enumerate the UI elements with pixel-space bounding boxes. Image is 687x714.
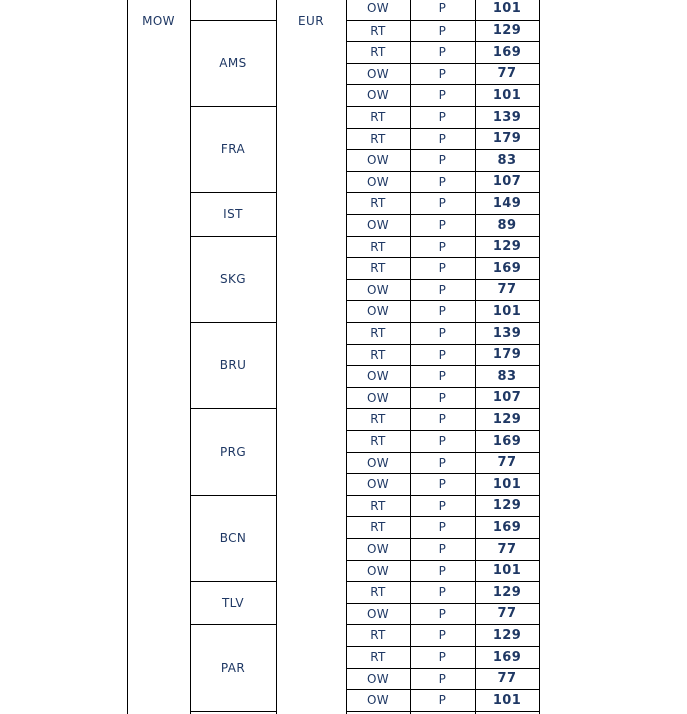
price-cell: 107 bbox=[492, 390, 522, 405]
price-cell: 77 bbox=[497, 66, 517, 81]
column-divider bbox=[127, 0, 128, 714]
class-cell: P bbox=[438, 628, 447, 642]
class-cell: P bbox=[438, 390, 447, 405]
trip-cell: RT bbox=[370, 347, 386, 362]
class-cell: P bbox=[438, 455, 447, 470]
class-cell: P bbox=[438, 606, 447, 621]
price-cell: 139 bbox=[492, 325, 522, 341]
price-cell: 129 bbox=[492, 239, 522, 254]
class-cell: P bbox=[438, 434, 447, 448]
price-cell: 83 bbox=[497, 152, 517, 168]
price-cell: 169 bbox=[492, 649, 522, 665]
class-cell: P bbox=[438, 304, 447, 318]
trip-cell: RT bbox=[370, 434, 386, 448]
class-cell: P bbox=[438, 153, 447, 167]
price-cell: 101 bbox=[492, 303, 522, 319]
trip-cell: OW bbox=[366, 153, 390, 167]
destination-cell: BRU bbox=[219, 358, 247, 372]
price-cell: 101 bbox=[492, 0, 522, 16]
trip-cell: RT bbox=[370, 261, 386, 275]
class-cell: P bbox=[438, 131, 447, 146]
trip-cell: OW bbox=[366, 1, 390, 16]
class-cell: P bbox=[438, 369, 447, 383]
price-cell: 179 bbox=[492, 347, 522, 362]
class-cell: P bbox=[438, 520, 447, 534]
class-cell: P bbox=[438, 282, 447, 297]
trip-cell: OW bbox=[366, 390, 390, 405]
price-cell: 179 bbox=[492, 131, 522, 146]
class-cell: P bbox=[438, 1, 447, 16]
class-cell: P bbox=[438, 23, 447, 38]
trip-cell: OW bbox=[366, 304, 390, 318]
class-cell: P bbox=[438, 693, 447, 707]
price-cell: 101 bbox=[492, 563, 522, 578]
class-cell: P bbox=[438, 671, 447, 686]
class-cell: P bbox=[438, 196, 447, 210]
price-cell: 77 bbox=[497, 671, 517, 686]
price-cell: 89 bbox=[497, 217, 517, 233]
trip-cell: OW bbox=[366, 563, 390, 578]
row-divider bbox=[190, 711, 277, 712]
trip-cell: RT bbox=[370, 326, 386, 340]
row-divider bbox=[346, 711, 540, 712]
class-cell: P bbox=[438, 412, 447, 426]
trip-cell: OW bbox=[366, 671, 390, 686]
trip-cell: RT bbox=[370, 412, 386, 426]
price-cell: 149 bbox=[492, 195, 522, 211]
class-cell: P bbox=[438, 66, 447, 81]
class-cell: P bbox=[438, 110, 447, 124]
price-cell: 77 bbox=[497, 606, 517, 621]
class-cell: P bbox=[438, 498, 447, 513]
class-cell: P bbox=[438, 88, 447, 102]
destination-cell: FRA bbox=[220, 142, 246, 156]
class-cell: P bbox=[438, 45, 447, 59]
destination-cell: PAR bbox=[220, 660, 246, 675]
class-cell: P bbox=[438, 347, 447, 362]
trip-cell: OW bbox=[366, 88, 390, 102]
destination-cell: TLV bbox=[221, 595, 245, 610]
class-cell: P bbox=[438, 239, 447, 254]
class-cell: P bbox=[438, 585, 447, 599]
price-cell: 169 bbox=[492, 433, 522, 449]
destination-cell: PRG bbox=[219, 444, 247, 459]
trip-cell: RT bbox=[370, 650, 386, 664]
price-cell: 139 bbox=[492, 109, 522, 125]
price-cell: 129 bbox=[492, 411, 522, 427]
trip-cell: OW bbox=[366, 477, 390, 491]
destination-cell: IST bbox=[223, 207, 243, 221]
column-divider bbox=[276, 0, 277, 714]
price-cell: 107 bbox=[492, 174, 522, 189]
trip-cell: OW bbox=[366, 455, 390, 470]
class-cell: P bbox=[438, 563, 447, 578]
destination-cell: SKG bbox=[220, 272, 246, 286]
price-cell: 169 bbox=[492, 260, 522, 276]
trip-cell: OW bbox=[366, 606, 390, 621]
trip-cell: RT bbox=[370, 628, 386, 642]
class-cell: P bbox=[438, 218, 447, 232]
class-cell: P bbox=[438, 650, 447, 664]
price-cell: 169 bbox=[492, 44, 522, 60]
price-cell: 101 bbox=[492, 87, 522, 103]
price-cell: 129 bbox=[492, 498, 522, 513]
column-divider bbox=[539, 0, 540, 714]
trip-cell: RT bbox=[370, 585, 386, 599]
class-cell: P bbox=[438, 261, 447, 275]
trip-cell: OW bbox=[366, 693, 390, 707]
trip-cell: RT bbox=[370, 23, 386, 38]
price-cell: 77 bbox=[497, 541, 517, 557]
trip-cell: RT bbox=[370, 131, 386, 146]
trip-cell: RT bbox=[370, 45, 386, 59]
trip-cell: RT bbox=[370, 110, 386, 124]
price-cell: 129 bbox=[492, 23, 522, 38]
class-cell: P bbox=[438, 174, 447, 189]
trip-cell: OW bbox=[366, 542, 390, 556]
origin-cell: MOW bbox=[142, 13, 175, 28]
class-cell: P bbox=[438, 542, 447, 556]
class-cell: P bbox=[438, 477, 447, 491]
destination-cell: AMS bbox=[219, 56, 247, 70]
price-cell: 129 bbox=[492, 584, 522, 600]
trip-cell: OW bbox=[366, 174, 390, 189]
class-cell: P bbox=[438, 326, 447, 340]
price-cell: 101 bbox=[492, 476, 522, 492]
trip-cell: RT bbox=[370, 196, 386, 210]
trip-cell: RT bbox=[370, 520, 386, 534]
trip-cell: OW bbox=[366, 282, 390, 297]
trip-cell: OW bbox=[366, 369, 390, 383]
price-cell: 83 bbox=[497, 368, 517, 384]
price-cell: 77 bbox=[497, 455, 517, 470]
trip-cell: OW bbox=[366, 66, 390, 81]
destination-cell: BCN bbox=[219, 531, 247, 545]
price-cell: 77 bbox=[497, 282, 517, 297]
trip-cell: RT bbox=[370, 239, 386, 254]
price-cell: 129 bbox=[492, 627, 522, 643]
price-cell: 101 bbox=[492, 692, 522, 708]
trip-cell: RT bbox=[370, 498, 386, 513]
price-cell: 169 bbox=[492, 519, 522, 535]
currency-cell: EUR bbox=[298, 13, 324, 28]
trip-cell: OW bbox=[366, 218, 390, 232]
